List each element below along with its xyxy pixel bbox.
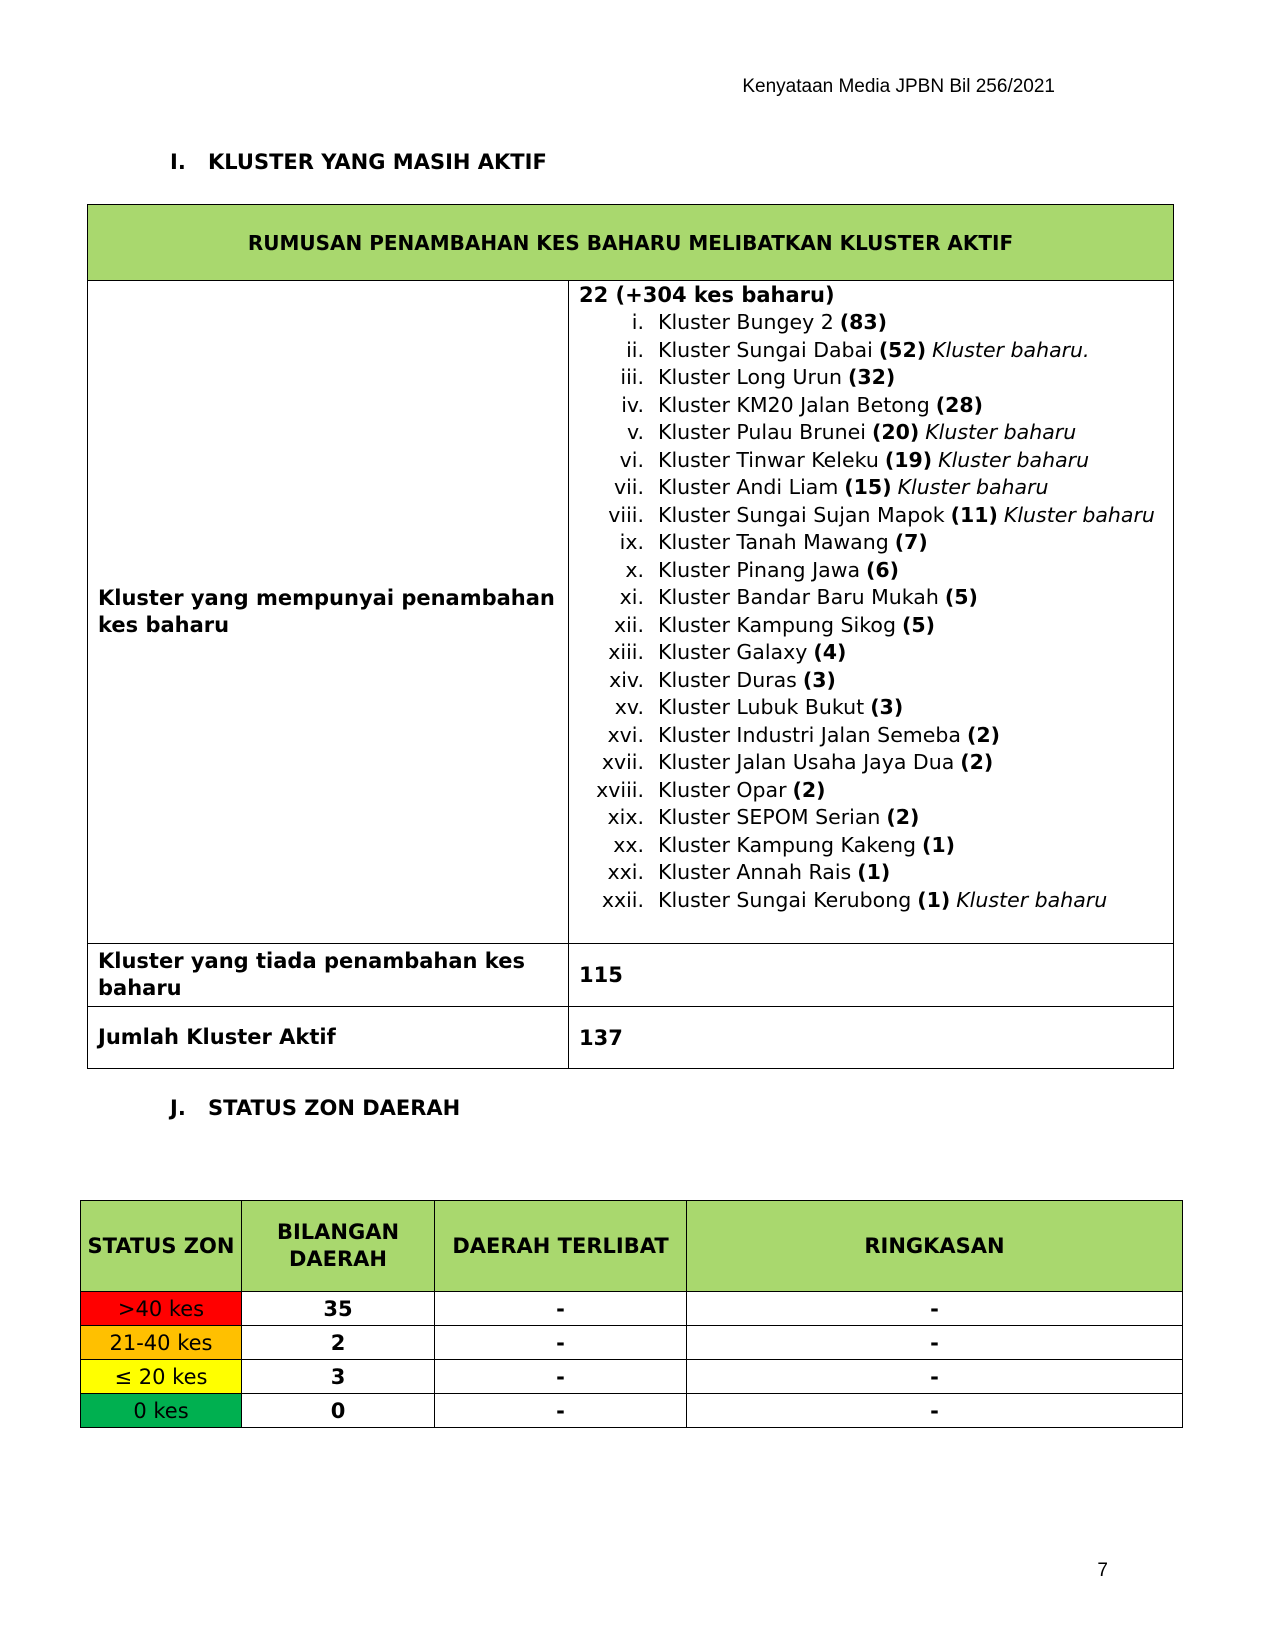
- cluster-roman: xix.: [607, 805, 644, 829]
- district-zone-table: [80, 1200, 1183, 1428]
- cluster-roman: ii.: [626, 337, 644, 362]
- cluster-item: [579, 694, 1163, 722]
- cluster-count: (5): [901, 612, 935, 637]
- cluster-note: Kluster baharu: [938, 447, 1090, 472]
- zone-district-count: 2: [242, 1326, 435, 1360]
- zone-status: >40 kes: [81, 1292, 242, 1326]
- cluster-roman: viii.: [608, 502, 644, 527]
- cluster-name: Kluster Tanah Mawang: [658, 530, 889, 554]
- zone-row: [81, 1292, 1183, 1326]
- cluster-name: Kluster Tinwar Keleku: [658, 447, 879, 472]
- cluster-item: [579, 447, 1163, 475]
- cluster-item: [579, 859, 1163, 887]
- cluster-count: (20): [871, 420, 920, 444]
- cluster-item: [579, 612, 1163, 640]
- cluster-note: Kluster baharu.: [932, 337, 1090, 362]
- cluster-roman: xiii.: [608, 640, 644, 664]
- new-cases-cluster-cell: [569, 281, 1174, 944]
- cluster-count: (2): [792, 777, 826, 802]
- cluster-name: Kluster Sungai Sujan Mapok: [658, 502, 945, 527]
- cluster-name: Kluster Annah Rais: [658, 860, 852, 884]
- cluster-roman: xxi.: [607, 860, 644, 884]
- header-bilangan-daerah: BILANGAN DAERAH: [242, 1201, 435, 1292]
- cluster-count: (52): [878, 337, 927, 362]
- section-i-title-text: KLUSTER YANG MASIH AKTIF: [208, 150, 547, 174]
- cluster-count: (1): [857, 860, 891, 884]
- cluster-count: (15): [844, 475, 892, 499]
- zone-districts-involved: -: [435, 1292, 687, 1326]
- cluster-name: Kluster Long Urun: [658, 365, 842, 389]
- zone-row: [81, 1394, 1183, 1428]
- cluster-roman: xvii.: [601, 750, 644, 774]
- cluster-item: [579, 584, 1163, 612]
- cluster-name: Kluster SEPOM Serian: [658, 805, 881, 829]
- cluster-roman: ix.: [619, 530, 644, 554]
- cluster-note: Kluster baharu: [925, 420, 1077, 444]
- cluster-roman: vi.: [619, 447, 644, 472]
- zone-status: 0 kes: [81, 1394, 242, 1428]
- cluster-item: [579, 749, 1163, 777]
- cluster-count: (19): [884, 447, 933, 472]
- cluster-roman: vii.: [613, 475, 644, 499]
- cluster-roman: xvi.: [607, 722, 644, 747]
- cluster-name: Kluster Opar: [658, 777, 787, 802]
- zone-districts-involved: -: [435, 1394, 687, 1428]
- cluster-count: (3): [870, 695, 904, 719]
- section-j-title: [170, 1096, 460, 1120]
- cluster-item: [579, 502, 1163, 530]
- new-cases-summary: 22 (+304 kes baharu): [579, 283, 835, 307]
- cluster-roman: xxii.: [601, 887, 644, 912]
- section-i-title: [170, 150, 547, 174]
- section-j-number: J.: [170, 1096, 186, 1120]
- cluster-item: [579, 777, 1163, 805]
- cluster-name: Kluster Sungai Dabai: [658, 337, 873, 362]
- cluster-name: Kluster Industri Jalan Semeba: [658, 722, 961, 747]
- cluster-roman: xiv.: [609, 667, 644, 692]
- zone-status: 21-40 kes: [81, 1326, 242, 1360]
- cluster-item: [579, 337, 1163, 365]
- cluster-count: (2): [960, 750, 994, 774]
- zone-districts-involved: -: [435, 1360, 687, 1394]
- cluster-item: [579, 804, 1163, 832]
- cluster-count: (32): [847, 365, 896, 389]
- cluster-name: Kluster Jalan Usaha Jaya Dua: [658, 750, 955, 774]
- cluster-count: (2): [886, 805, 920, 829]
- cluster-item: [579, 474, 1163, 502]
- header-daerah-terlibat: DAERAH TERLIBAT: [435, 1201, 687, 1292]
- cluster-roman: i.: [631, 310, 644, 334]
- zone-district-count: 35: [242, 1292, 435, 1326]
- cluster-name: Kluster Pinang Jawa: [658, 557, 861, 582]
- no-new-cases-value: 115: [569, 944, 1174, 1007]
- cluster-note: Kluster baharu: [897, 475, 1049, 499]
- cluster-item: [579, 419, 1163, 447]
- cluster-count: (11): [950, 502, 998, 527]
- cluster-item: [579, 722, 1163, 750]
- cluster-item: [579, 529, 1163, 557]
- cluster-name: Kluster Duras: [658, 667, 797, 692]
- active-cluster-table-heading: RUMUSAN PENAMBAHAN KES BAHARU MELIBATKAN KLUSTER AKTIF: [88, 205, 1174, 281]
- cluster-item: [579, 832, 1163, 860]
- cluster-roman: xv.: [614, 695, 644, 719]
- cluster-roman: xii.: [613, 612, 644, 637]
- cluster-list: [579, 309, 1163, 914]
- cluster-roman: xx.: [613, 832, 644, 857]
- zone-summary: -: [687, 1360, 1183, 1394]
- cluster-name: Kluster Pulau Brunei: [658, 420, 866, 444]
- cluster-name: Kluster Bungey 2: [658, 310, 834, 334]
- cluster-count: (5): [944, 585, 978, 609]
- cluster-note: Kluster baharu: [1003, 502, 1155, 527]
- cluster-count: (2): [966, 722, 1000, 747]
- cluster-name: Kluster Kampung Kakeng: [658, 832, 916, 857]
- cluster-roman: iv.: [621, 392, 644, 417]
- cluster-count: (4): [813, 640, 847, 664]
- section-j-title-text: STATUS ZON DAERAH: [208, 1096, 461, 1120]
- cluster-roman: xi.: [619, 585, 644, 609]
- zone-summary: -: [687, 1394, 1183, 1428]
- cluster-name: Kluster Lubuk Bukut: [658, 695, 865, 719]
- cluster-item: [579, 364, 1163, 392]
- active-cluster-table: [87, 204, 1174, 1069]
- cluster-item: [579, 887, 1163, 915]
- total-active-label: Jumlah Kluster Aktif: [88, 1007, 569, 1069]
- cluster-roman: iii.: [620, 365, 644, 389]
- cluster-count: (28): [935, 392, 984, 417]
- cluster-roman: x.: [625, 557, 644, 582]
- cluster-item: [579, 309, 1163, 337]
- district-zone-header-row: [81, 1201, 1183, 1292]
- zone-district-count: 0: [242, 1394, 435, 1428]
- section-i-number: I.: [170, 150, 186, 174]
- cluster-count: (3): [802, 667, 836, 692]
- cluster-count: (1): [917, 887, 951, 912]
- cluster-count: (1): [921, 832, 955, 857]
- cluster-count: (6): [866, 557, 900, 582]
- page-number: 7: [1097, 1560, 1108, 1581]
- zone-district-count: 3: [242, 1360, 435, 1394]
- zone-row: [81, 1326, 1183, 1360]
- cluster-item: [579, 557, 1163, 585]
- zone-districts-involved: -: [435, 1326, 687, 1360]
- header-ringkasan: RINGKASAN: [687, 1201, 1183, 1292]
- cluster-roman: xviii.: [596, 777, 644, 802]
- cluster-name: Kluster Galaxy: [658, 640, 808, 664]
- total-active-value: 137: [569, 1007, 1174, 1069]
- cluster-count: (7): [894, 530, 928, 554]
- cluster-count: (83): [839, 310, 888, 334]
- cluster-name: Kluster Sungai Kerubong: [658, 887, 912, 912]
- cluster-item: [579, 392, 1163, 420]
- header-reference: Kenyataan Media JPBN Bil 256/2021: [742, 76, 1055, 97]
- cluster-item: [579, 667, 1163, 695]
- no-new-cases-label: Kluster yang tiada penambahan kes baharu: [88, 944, 569, 1007]
- new-cases-cluster-label: Kluster yang mempunyai penambahan kes baharu: [88, 281, 569, 944]
- zone-summary: -: [687, 1326, 1183, 1360]
- header-status-zon: STATUS ZON: [81, 1201, 242, 1292]
- zone-row: [81, 1360, 1183, 1394]
- cluster-item: [579, 639, 1163, 667]
- cluster-note: Kluster baharu: [956, 887, 1108, 912]
- zone-summary: -: [687, 1292, 1183, 1326]
- cluster-name: Kluster Bandar Baru Mukah: [658, 585, 939, 609]
- zone-status: ≤ 20 kes: [81, 1360, 242, 1394]
- cluster-roman: v.: [626, 420, 644, 444]
- cluster-name: Kluster Kampung Sikog: [658, 612, 896, 637]
- cluster-name: Kluster KM20 Jalan Betong: [658, 392, 930, 417]
- cluster-name: Kluster Andi Liam: [658, 475, 839, 499]
